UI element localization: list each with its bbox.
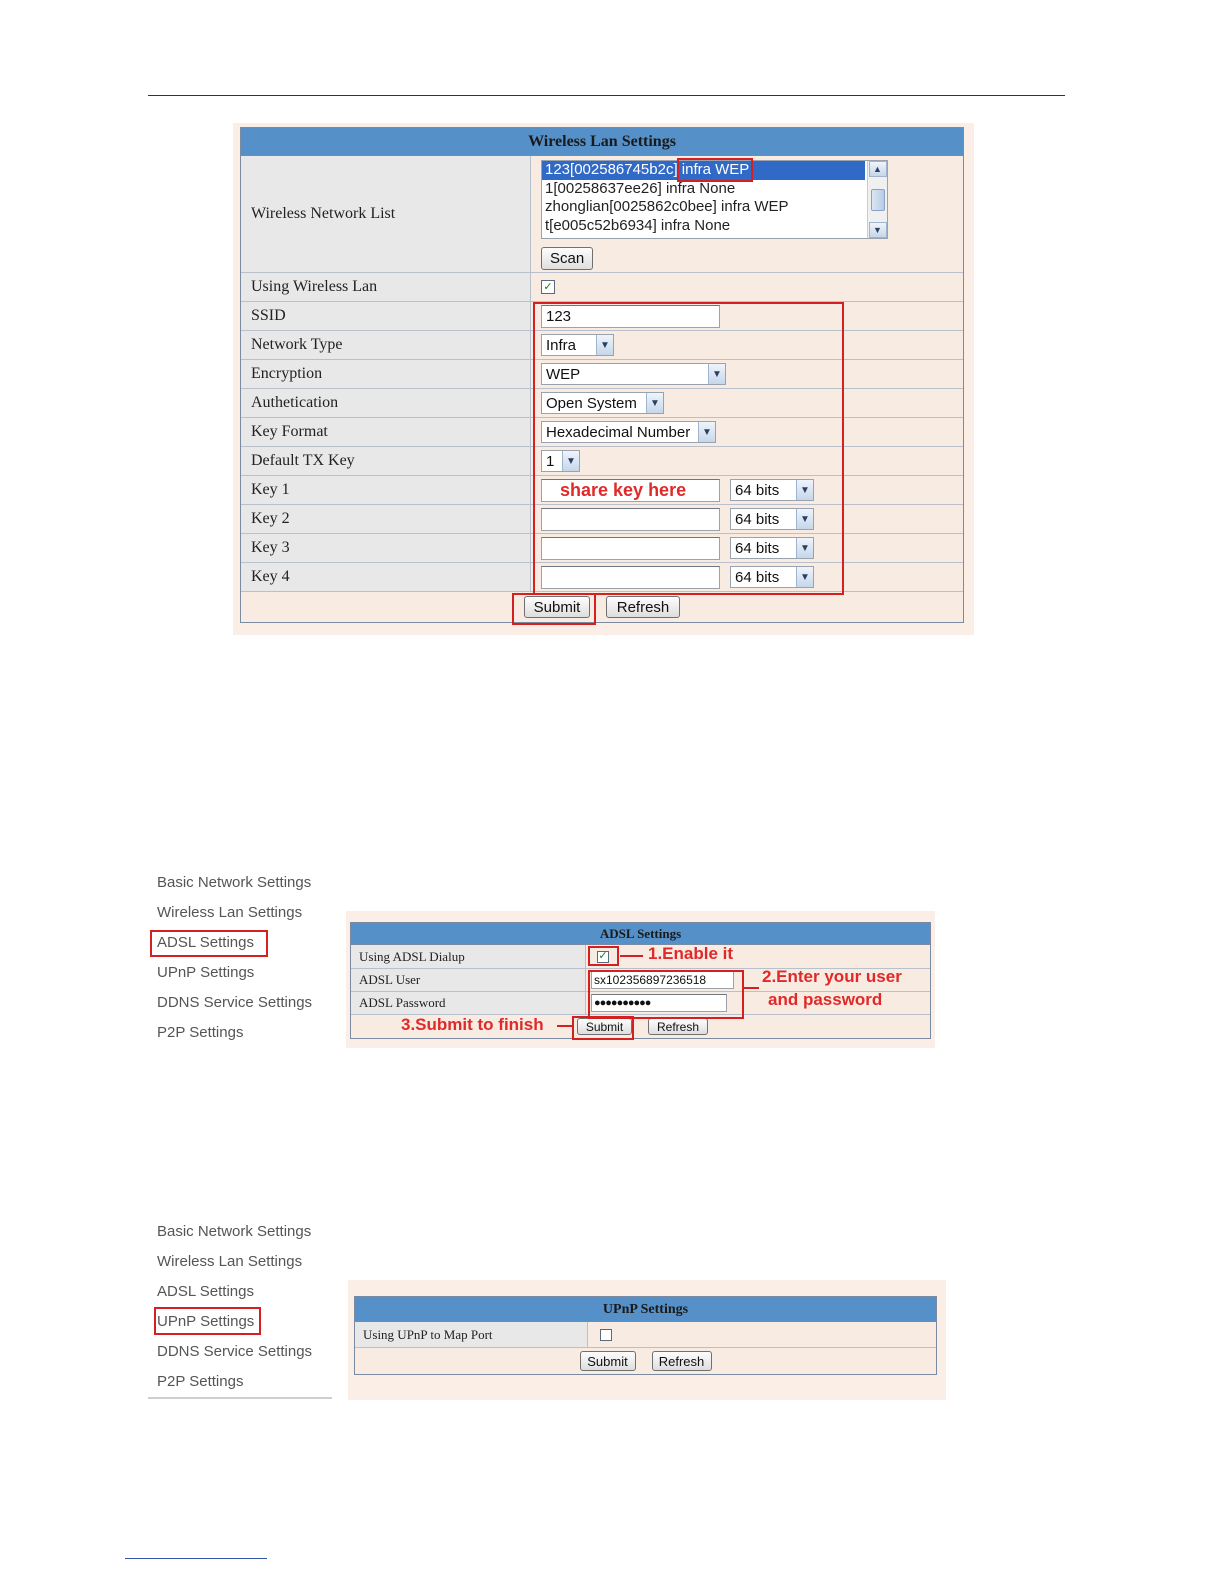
wireless-lan-settings-table [240, 127, 964, 623]
adsl-user-input[interactable]: sx102356897236518 [591, 971, 734, 989]
annotation-line-credentials [744, 987, 759, 989]
network-list-row [241, 156, 963, 273]
key2-input[interactable] [541, 508, 720, 531]
wireless-network-list[interactable] [541, 160, 888, 239]
annotation-enable: 1.Enable it [648, 944, 734, 963]
menu-item-p2p[interactable]: P2P Settings [157, 1373, 244, 1390]
upnp-refresh-button[interactable]: Refresh [652, 1351, 712, 1371]
using-wireless-label: Using Wireless Lan [241, 273, 531, 301]
menu-item-basic-network[interactable]: Basic Network Settings [157, 874, 312, 891]
upnp-checkbox[interactable] [600, 1329, 612, 1341]
key1-input[interactable] [541, 479, 720, 502]
using-wireless-checkbox[interactable] [541, 280, 555, 294]
encryption-select[interactable]: WEP ▼ [541, 363, 726, 385]
chevron-down-icon: ▼ [596, 335, 613, 355]
menu-item-basic-network[interactable]: Basic Network Settings [157, 1223, 312, 1240]
network-type-row [241, 331, 963, 360]
network-list-scrollbar[interactable] [867, 161, 887, 238]
chevron-down-icon: ▼ [698, 422, 715, 442]
key4-row [241, 563, 963, 592]
scroll-down-icon[interactable]: ▼ [869, 222, 887, 238]
scroll-thumb[interactable] [871, 189, 885, 211]
adsl-submit-button[interactable]: Submit [577, 1018, 632, 1035]
key3-input[interactable] [541, 537, 720, 560]
upnp-submit-button[interactable]: Submit [580, 1351, 636, 1371]
chevron-down-icon: ▼ [796, 538, 813, 558]
ssid-row [241, 302, 963, 331]
chevron-down-icon: ▼ [796, 567, 813, 587]
key4-bits-select[interactable]: 64 bits ▼ [730, 566, 814, 588]
annotation-enter-user: 2.Enter your user [762, 967, 902, 986]
menu-item-upnp[interactable]: UPnP Settings [157, 964, 255, 981]
chevron-down-icon: ▼ [796, 509, 813, 529]
settings-menu-adsl [148, 868, 332, 1048]
chevron-down-icon: ▼ [646, 393, 663, 413]
key2-bits-select[interactable]: 64 bits ▼ [730, 508, 814, 530]
annotation-and-password: and password [768, 990, 883, 1009]
key-format-row [241, 418, 963, 447]
upnp-row [355, 1322, 936, 1348]
key3-bits-select[interactable]: 64 bits ▼ [730, 537, 814, 559]
scroll-up-icon[interactable]: ▲ [869, 161, 887, 177]
upnp-actions-row [355, 1348, 936, 1374]
key-format-label: Key Format [241, 418, 531, 446]
network-list-item[interactable]: t[e005c52b6934] infra None [545, 216, 731, 234]
upnp-label: Using UPnP to Map Port [355, 1322, 588, 1347]
page-header-rule [148, 95, 1065, 96]
using-wireless-row [241, 273, 963, 302]
adsl-dialup-label: Using ADSL Dialup [351, 945, 586, 968]
wireless-submit-button[interactable]: Submit [524, 596, 590, 618]
key4-input[interactable] [541, 566, 720, 589]
authentication-row [241, 389, 963, 418]
ssid-label: SSID [241, 302, 531, 330]
key3-row [241, 534, 963, 563]
default-tx-key-label: Default TX Key [241, 447, 531, 475]
ssid-input[interactable]: 123 [541, 305, 720, 328]
wireless-title: Wireless Lan Settings [241, 128, 963, 156]
menu-item-p2p[interactable]: P2P Settings [157, 1024, 244, 1041]
key2-label: Key 2 [241, 505, 531, 533]
annotation-line-submit [557, 1025, 572, 1027]
upnp-settings-table [354, 1296, 937, 1375]
adsl-user-label: ADSL User [351, 969, 586, 991]
default-tx-key-select[interactable]: 1 ▼ [541, 450, 580, 472]
wireless-actions-row [241, 592, 963, 622]
chevron-down-icon: ▼ [562, 451, 579, 471]
default-tx-key-row [241, 447, 963, 476]
adsl-dialup-checkbox[interactable] [597, 951, 609, 963]
adsl-password-input[interactable]: ●●●●●●●●●● [591, 994, 727, 1012]
settings-menu-upnp [148, 1217, 332, 1399]
checkmark-icon: ✓ [543, 280, 553, 293]
authentication-label: Authetication [241, 389, 531, 417]
upnp-title: UPnP Settings [355, 1297, 936, 1322]
encryption-row [241, 360, 963, 389]
chevron-down-icon: ▼ [708, 364, 725, 384]
menu-item-adsl[interactable]: ADSL Settings [157, 1283, 254, 1300]
footnote-rule [125, 1558, 267, 1559]
chevron-down-icon: ▼ [796, 480, 813, 500]
wireless-refresh-button[interactable]: Refresh [606, 596, 680, 618]
network-list-label: Wireless Network List [241, 156, 531, 272]
menu-item-adsl[interactable]: ADSL Settings [157, 934, 254, 951]
key1-label: Key 1 [241, 476, 531, 504]
annotation-submit: 3.Submit to finish [401, 1015, 544, 1034]
key1-bits-select[interactable]: 64 bits ▼ [730, 479, 814, 501]
network-list-item[interactable]: 1[00258637ee26] infra None [545, 179, 736, 197]
scan-button[interactable]: Scan [541, 247, 593, 270]
key1-annotation: share key here [560, 479, 687, 500]
network-type-select[interactable]: Infra ▼ [541, 334, 614, 356]
network-list-item[interactable]: 123[002586745b2c] infra WEP [542, 161, 865, 180]
menu-item-ddns[interactable]: DDNS Service Settings [157, 994, 313, 1011]
adsl-title: ADSL Settings [351, 923, 930, 945]
key-format-select[interactable]: Hexadecimal Number ▼ [541, 421, 716, 443]
key2-row [241, 505, 963, 534]
adsl-dialup-row [351, 945, 930, 969]
adsl-refresh-button[interactable]: Refresh [648, 1018, 708, 1035]
key1-row [241, 476, 963, 505]
authentication-select[interactable]: Open System ▼ [541, 392, 664, 414]
menu-item-wireless-lan[interactable]: Wireless Lan Settings [157, 904, 303, 921]
key3-label: Key 3 [241, 534, 531, 562]
menu-item-ddns[interactable]: DDNS Service Settings [157, 1343, 313, 1360]
encryption-label: Encryption [241, 360, 531, 388]
network-list-item[interactable]: zhonglian[0025862c0bee] infra WEP [545, 198, 789, 215]
key4-label: Key 4 [241, 563, 531, 591]
annotation-line-enable [620, 955, 643, 957]
menu-item-upnp[interactable]: UPnP Settings [157, 1313, 255, 1330]
menu-item-wireless-lan[interactable]: Wireless Lan Settings [157, 1253, 303, 1270]
checkmark-icon: ✓ [598, 950, 608, 962]
adsl-password-label: ADSL Password [351, 992, 586, 1014]
network-type-label: Network Type [241, 331, 531, 359]
